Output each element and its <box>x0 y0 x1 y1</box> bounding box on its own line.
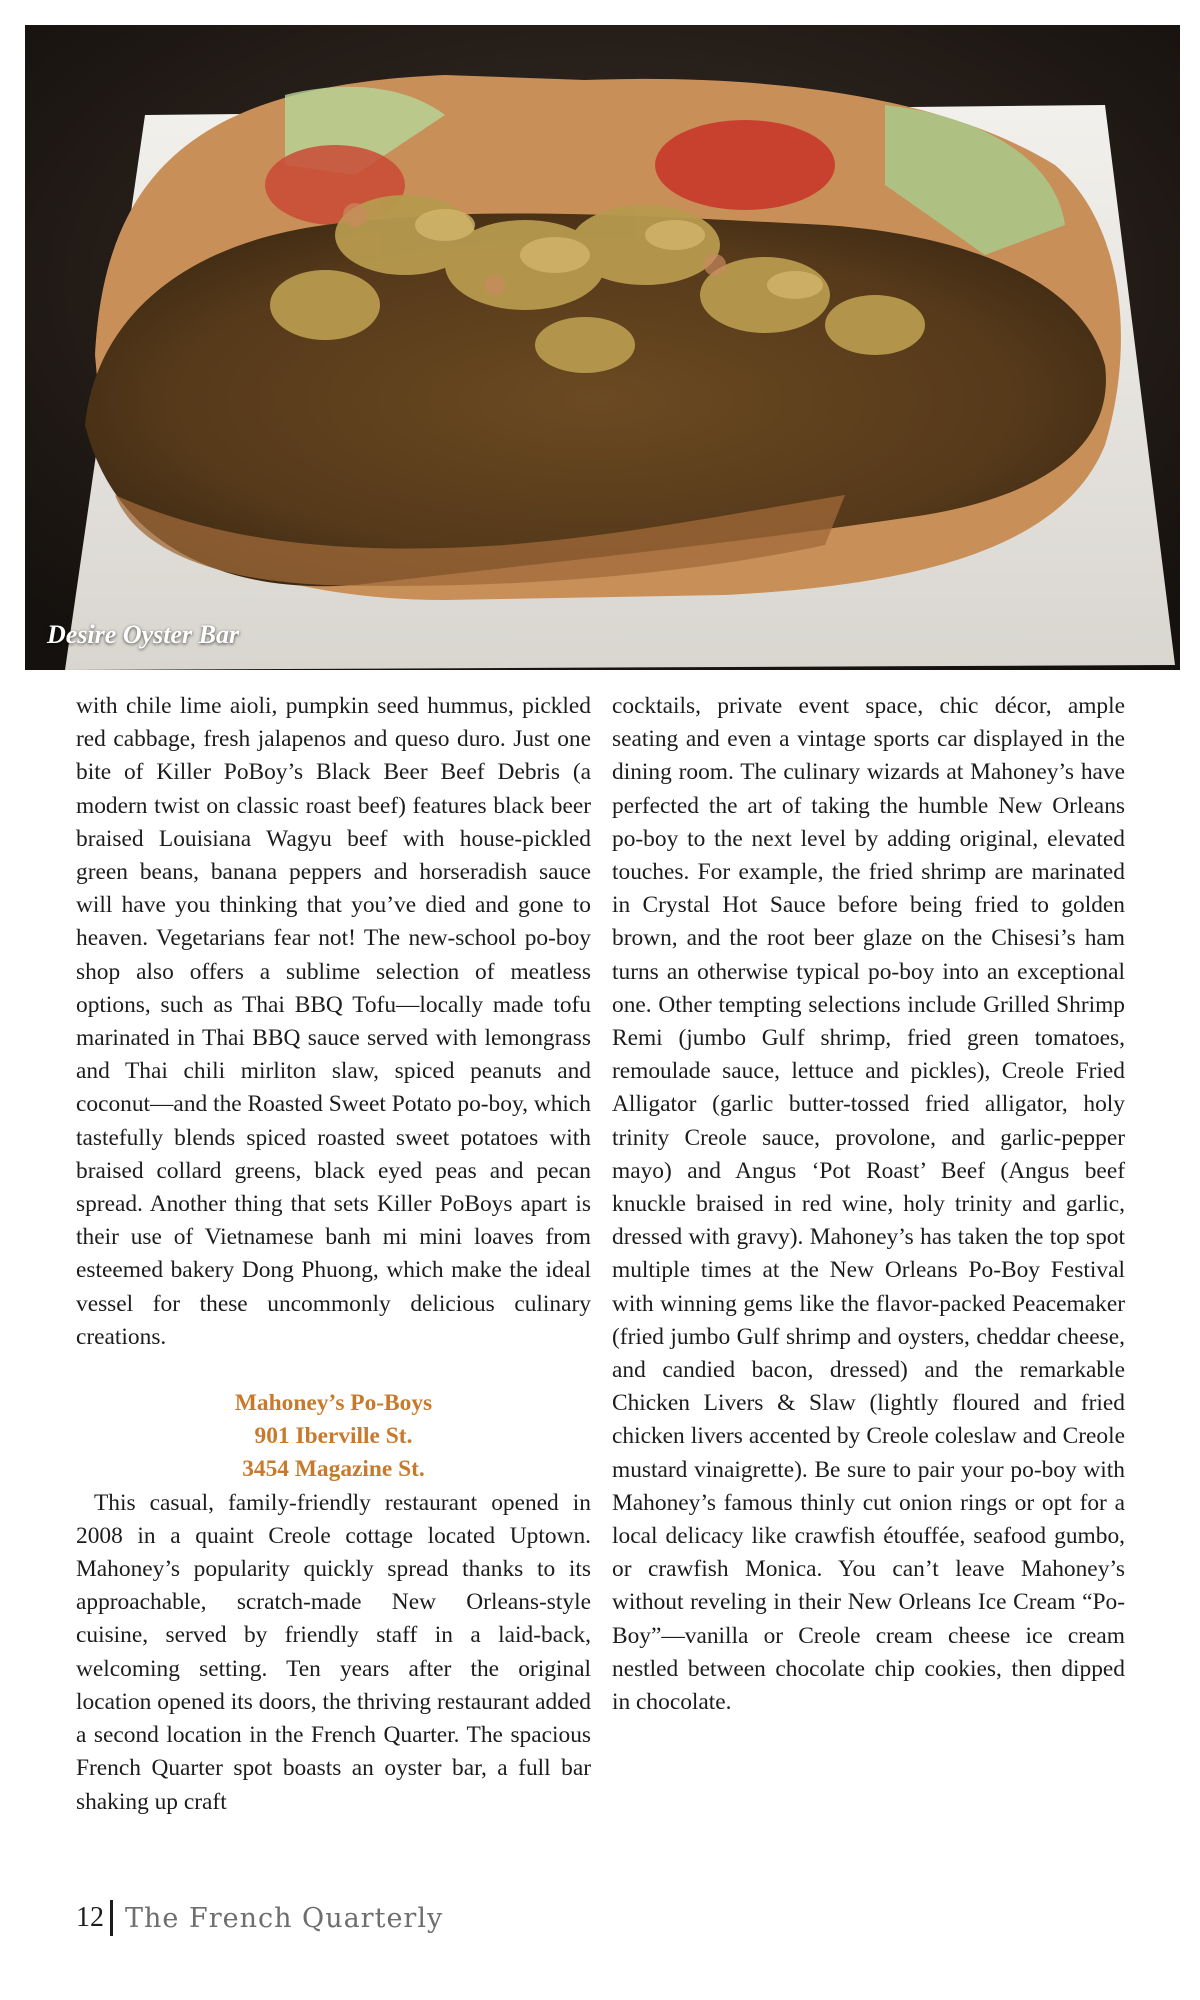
food-photo <box>25 25 1180 670</box>
po-boy-image <box>25 25 1180 670</box>
page-number: 12 <box>76 1902 104 1933</box>
page-footer <box>76 1900 443 1936</box>
article-paragraph: cocktails, private event space, chic décor, ample seating and even a vintage sports car displayed in the dining room. The culinary wizards at Mahoney’s have perfected the art of taking the humble New Orleans po-boy to the next level by adding original, elevated touches. For example, the fried shrimp are marinated in Crystal Hot Sauce before being fried to golden brown, and the root beer glaze on the Chisesi’s ham turns an otherwise typical po-boy into an exceptional one. Other tempting selections include Grilled Shrimp Remi (jumbo Gulf shrimp, fried green tomatoes, remoulade sauce, lettuce and pickles), Creole Fried Alligator (garlic butter-tossed fried alligator, holy trinity Creole sauce, provolone, and garlic-pepper mayo) and Angus ‘Pot Roast’ Beef (Angus beef knuckle braised in red wine, holy trinity and garlic, dressed with gravy). Mahoney’s has taken the top spot multiple times at the New Orleans Po-Boy Festival with winning gems like the flavor-packed Peacemaker (fried jumbo Gulf shrimp and oysters, cheddar cheese, and candied bacon, dressed) and the remarkable Chicken Livers & Slaw (lightly floured and fried chicken livers accented by Creole coleslaw and Creole mustard vinaigrette). Be sure to pair your po-boy with Mahoney’s famous thinly cut onion rings or opt for a local delicacy like crawfish étouffée, seafood gumbo, or crawfish Monica. You can’t leave Mahoney’s without reveling in their New Orleans Ice Cream “Po-Boy”—vanilla or Creole cream cheese ice cream nestled between chocolate chip cookies, then dipped in chocolate. <box>612 693 1125 1716</box>
article-paragraph: with chile lime aioli, pumpkin seed hummus, pickled red cabbage, fresh jalapenos and queso duro. Just one bite of Killer PoBoy’s Black Beer Beef Debris (a modern twist on classic roast beef) features black beer braised Louisiana Wagyu beef with house-pickled green beans, banana peppers and horseradish sauce will have you thinking that you’ve died and gone to heaven. Vegetarians fear not! The new-school po-boy shop also offers a sublime selection of meatless options, such as Thai BBQ Tofu—locally made tofu marinated in Thai BBQ sauce served with lemongrass and Thai chili mirliton slaw, spiced peanuts and coconut—and the Roasted Sweet Potato po-boy, which tastefully blends spiced roasted sweet potatoes with braised collard greens, black eyed peas and pecan spread. Another thing that sets Killer PoBoys apart is their use of Vietnamese banh mi mini loaves from esteemed bakery Dong Phuong, which make the ideal vessel for these uncommonly delicious culinary creations. <box>76 693 591 1350</box>
right-column <box>612 690 1125 1719</box>
venue-address: 3454 Magazine St. <box>242 1456 425 1483</box>
left-column <box>76 690 591 1819</box>
venue-heading <box>76 1387 591 1487</box>
footer-divider <box>110 1900 113 1936</box>
publication-name: The French Quarterly <box>125 1902 444 1934</box>
venue-name: Mahoney’s Po-Boys <box>234 1390 433 1417</box>
photo-caption: Desire Oyster Bar <box>47 620 240 649</box>
article-paragraph: This casual, family-friendly restaurant opened in 2008 in a quaint Creole cottage located Uptown. Mahoney’s popularity quickly spread thanks to its approachable, scratch-made New Orleans-style cuisine, served by friendly staff in a laid-back, welcoming setting. Ten years after the original location opened its doors, the thriving restaurant added a second location in the French Quarter. The spacious French Quarter spot boasts an oyster bar, a full bar shaking up craft <box>76 1489 591 1815</box>
venue-address: 901 Iberville St. <box>254 1423 413 1450</box>
